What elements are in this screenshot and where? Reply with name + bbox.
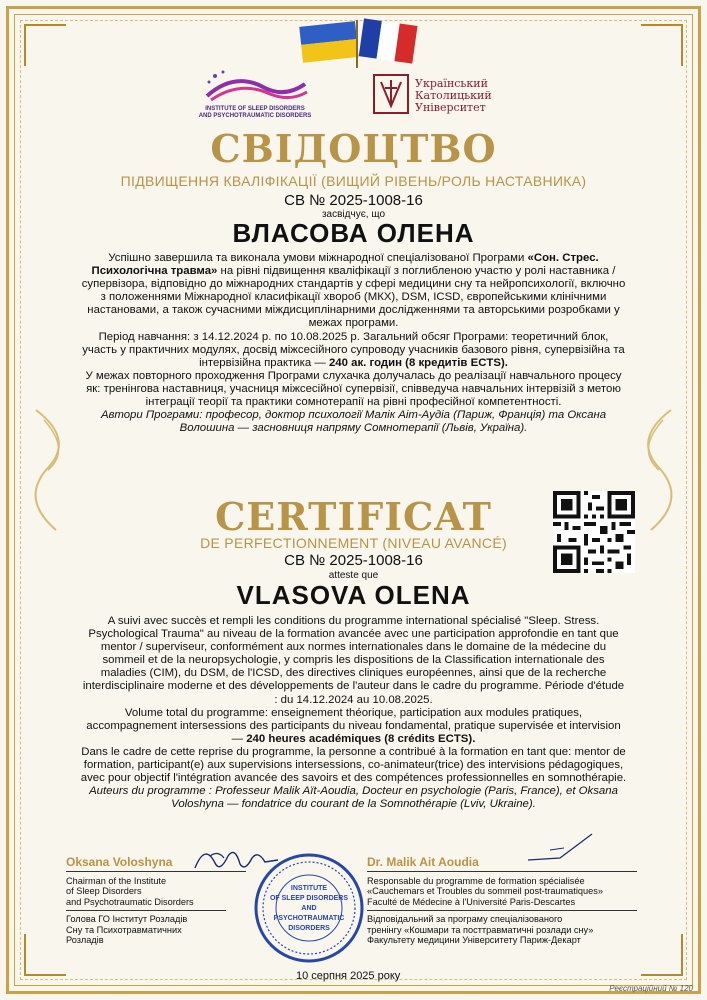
corner-ornament bbox=[24, 934, 66, 976]
ua-paragraph3: У межах повторного проходження Програми слухачка долучалась до реалізації навчального процесу як: тренінгова наставниця, учасниця міжсесійної супервізії, співведуча навчальних інтервізій з метою інтеграції теорії та практики сомнотерапії на рівні професійної компетентності. bbox=[85, 369, 622, 409]
fr-recipient-name: VLASOVA OLENA bbox=[236, 580, 471, 610]
right-role-ua-3: Факультету медицини Університету Париж-Декарт bbox=[367, 935, 581, 946]
left-role-ua-2: Сну та Психотравматичних bbox=[66, 924, 182, 935]
left-signer-name: Oksana Voloshyna bbox=[66, 855, 173, 869]
fr-paragraph1: A suivi avec succès et rempli les conditions du programme international spécialisé "Sleep. Stress. Psychological Trauma" au niveau de la formation avancée avec une participation approfondie en tant que mentor / superviseur, conformément aux normes internationales dans le domaine de la médecine du sommeil et de la neuropsychologie, y compris les dispositions de la Classification internationale des maladies (CIM), du DSM, de l'ICSD, des directives cliniques européennes, ainsi que de la recherche interdisciplinaire moderne et des développements de l'auteur dans le cadre du programme. Période d'étude : du 14.12.2024 au 10.08.2025. bbox=[82, 615, 625, 706]
fr-title: CERTIFICAT bbox=[215, 494, 492, 539]
ua-program-title: «Сон. Стрес. Психологічна травма» bbox=[91, 252, 599, 278]
ucu-logo-line2: Католицький bbox=[415, 89, 492, 102]
ua-recipient-name: ВЛАСОВА ОЛЕНА bbox=[232, 218, 475, 248]
isd-logo-line2: AND PSYCHOTRAUMATIC DISORDERS bbox=[198, 113, 312, 119]
seal-text-4: PSYCHOTRAUMATIC bbox=[273, 915, 345, 922]
registration-number: Реєстраційний № 120 bbox=[609, 984, 693, 993]
fr-body bbox=[80, 615, 627, 811]
right-signature-line bbox=[367, 871, 637, 872]
fr-authors: Auteurs du programme : Professeur Malik Aït-Aoudia, Docteur en psychologie (Paris, France), et Oksana Voloshyna — fondatrice du courant de la Somnothérapie (Lviv, Ukraine). bbox=[89, 785, 618, 811]
ua-title: СВІДОЦТВО bbox=[210, 126, 497, 171]
ukraine-france-flags bbox=[293, 14, 423, 70]
seal-text-5: DISORDERS bbox=[288, 925, 330, 932]
isd-logo-line1: INSTITUTE OF SLEEP DISORDERS bbox=[205, 106, 305, 112]
left-role-ua-3: Розладів bbox=[66, 935, 104, 946]
right-signature-block bbox=[367, 855, 657, 945]
left-role-en-3: and Psychotraumatic Disorders bbox=[66, 896, 194, 907]
right-role-fr-2: «Cauchemars et Troubles du sommeil post-traumatiques» bbox=[367, 886, 603, 897]
right-role-ua-1: Відповідальний за програму спеціалізованого bbox=[367, 914, 563, 925]
ua-authors: Автори Програми: професор, доктор психології Малік Аіт-Аудіа (Париж, Франція) та Оксана Волошина — засновниця напряму Сомнотерапії (Львів, Україна). bbox=[100, 409, 607, 435]
ua-paragraph1-rest: на рівні підвищення кваліфікації з поглибленою участю у ролі наставника / супервізора, відповідно до міжнародних стандартів у сфері медицини сну та нейропсихології, включно з положеннями Міжнародної класифікації хвороб (МКХ), DSM, ICSD, європейськими клінічними настановами, а також сучасними міждисциплінарними дослідженнями та авторськими розробками у межах програми. bbox=[81, 265, 626, 330]
fr-certificate-number: СВ № 2025-1008-16 bbox=[284, 552, 423, 569]
fr-paragraph2: Volume total du programme: enseignement théorique, participation aux modules pratiques, accompagnement intersessions des participants du niveau fondamental, pratique supervisée et intervision — bbox=[86, 706, 621, 745]
right-role-ua-2: тренінгу «Кошмари та посттравматичні розлади сну» bbox=[367, 924, 594, 935]
fr-hours: 240 heures académiques (8 crédits ECTS). bbox=[246, 732, 476, 745]
issue-date: 10 серпня 2025 року bbox=[296, 970, 401, 982]
isd-wave-icon bbox=[195, 66, 315, 106]
ua-hours: 240 ак. годин (8 кредитів ECTS). bbox=[328, 356, 508, 369]
institute-seal bbox=[253, 852, 365, 964]
ua-paragraph1-intro: Успішно завершила та виконала умови міжнародної спеціалізованої Програми bbox=[108, 252, 525, 264]
ua-certificate-number: СВ № 2025-1008-16 bbox=[284, 192, 423, 209]
left-role-ua-1: Голова ГО Інститут Розладів bbox=[66, 914, 188, 925]
left-role-en-1: Chairman of the Institute bbox=[66, 876, 167, 886]
left-role-separator bbox=[66, 910, 226, 911]
fr-subtitle: DE PERFECTIONNEMENT (NIVEAU AVANCÉ) bbox=[200, 535, 507, 551]
left-role-en-2: of Sleep Disorders bbox=[66, 886, 142, 897]
right-role-separator bbox=[367, 910, 637, 911]
ucu-logo-line3: Університет bbox=[415, 101, 486, 114]
ua-body bbox=[80, 252, 627, 435]
corner-ornament bbox=[24, 24, 66, 66]
ua-subtitle: ПІДВИЩЕННЯ КВАЛІФІКАЦІЇ (ВИЩИЙ РІВЕНЬ/РОЛЬ НАСТАВНИКА) bbox=[120, 173, 587, 189]
ucu-emblem-icon bbox=[373, 74, 409, 114]
ua-certifies-text: засвідчує, що bbox=[321, 209, 386, 220]
isd-logo bbox=[195, 66, 315, 124]
right-role-fr-1: Responsable du programme de formation spécialisée bbox=[367, 876, 585, 886]
qr-code[interactable] bbox=[553, 491, 635, 573]
fr-paragraph3: Dans le cadre de cette reprise du programme, la personne a contribué à la formation en tant que: mentor de formation, participant(e) aux supervisions intersessions, co-animateur(trice) des intervisions pédagogiques, avec pour objectif l'intégration avancée des savoirs et des compétences professionnelles en somnothérapie. bbox=[80, 745, 627, 785]
seal-text-1: INSTITUTE bbox=[290, 885, 328, 892]
corner-ornament bbox=[641, 24, 683, 66]
right-handwritten-signature bbox=[520, 828, 600, 868]
fr-certifies-text: atteste que bbox=[328, 570, 379, 581]
seal-text-3: AND bbox=[301, 905, 317, 912]
right-signer-name: Dr. Malik Ait Aoudia bbox=[367, 855, 479, 869]
ucu-logo-line1: Український bbox=[415, 77, 488, 90]
ua-paragraph2: Період навчання: з 14.12.2024 р. по 10.08.2025 р. Загальний обсяг Програми: теоретичний блок, участь у практичних модулях, досвід міжсесійного супроводу учасників базового рівня, супервізійна та інтервізійна практика — bbox=[82, 330, 625, 369]
ucu-logo bbox=[373, 70, 523, 120]
seal-text-2: OF SLEEP DISORDERS bbox=[269, 895, 349, 902]
right-role-fr-3: Faculté de Médecine à l'Université Paris-Descartes bbox=[367, 896, 576, 907]
